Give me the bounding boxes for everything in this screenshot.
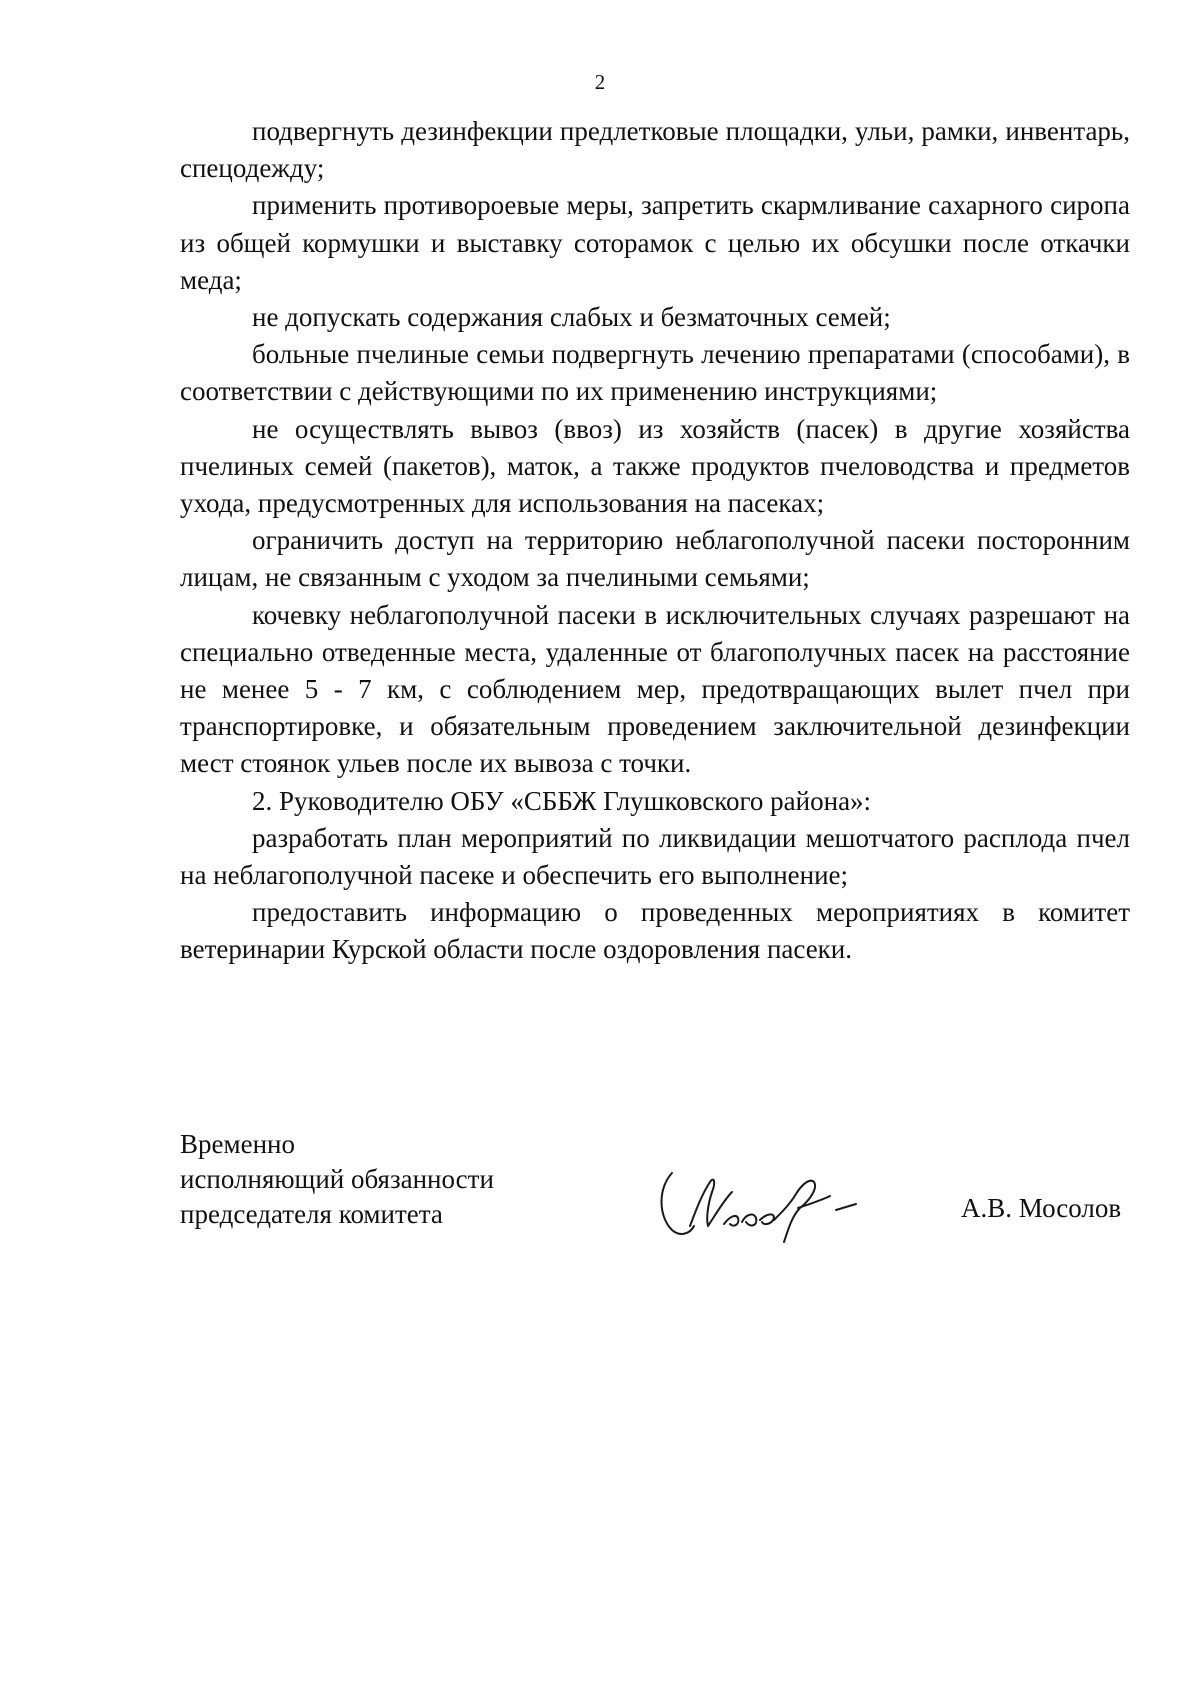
section-heading: 2. Руководителю ОБУ «СББЖ Глушковского района»: <box>252 785 872 816</box>
paragraph: предоставить информацию о проведенных мероприятиях в комитет ветеринарии Курской области после оздоровления пасеки. <box>180 897 1130 965</box>
page-number: 2 <box>594 70 606 94</box>
document-body <box>180 113 1130 969</box>
signer-position <box>180 1127 494 1232</box>
paragraph: подвергнуть дезинфекции предлетковые площадки, ульи, рамки, инвентарь, спецодежду; <box>180 116 1130 184</box>
signer-position-line: Временно <box>180 1129 295 1159</box>
paragraph: разработать план мероприятий по ликвидации мешотчатого расплода пчел на неблагополучной пасеке и обеспечить его выполнение; <box>180 822 1130 891</box>
paragraph: больные пчелиные семьи подвергнуть лечению препаратами (способами), в соответствии с действующими по их применению инструкциями; <box>180 339 1130 407</box>
paragraph: не допускать содержания слабых и безматочных семей; <box>252 302 891 333</box>
paragraph: не осуществлять вывоз (ввоз) из хозяйств (пасек) в другие хозяйства пчелиных семей (пакетов), маток, а также продуктов пчеловодства и предметов ухода, предусмотренных для использования на пасеках; <box>180 413 1130 519</box>
handwritten-signature <box>650 1138 890 1248</box>
signer-position-line: председателя комитета <box>180 1199 443 1229</box>
paragraph: применить противороевые меры, запретить скармливание сахарного сиропа из общей кормушки и выставку соторамок с целью их обсушки после откачки меда; <box>180 190 1130 295</box>
signer-position-line: исполняющий обязанности <box>180 1164 494 1194</box>
paragraph: ограничить доступ на территорию неблагополучной пасеки посторонним лицам, не связанным с уходом за пчелиными семьями; <box>180 525 1130 593</box>
signer-name: А.В. Мосолов <box>961 1193 1122 1223</box>
paragraph: кочевку неблагополучной пасеки в исключительных случаях разрешают на специально отведенные места, удаленные от благополучных пасек на расстояние не менее 5 - 7 км, с соблюдением мер, предотвращающих вылет пчел при транспортировке, и обязательным проведением заключительной дезинфекции мест стоянок ульев после их вывоза с точки. <box>180 599 1130 779</box>
